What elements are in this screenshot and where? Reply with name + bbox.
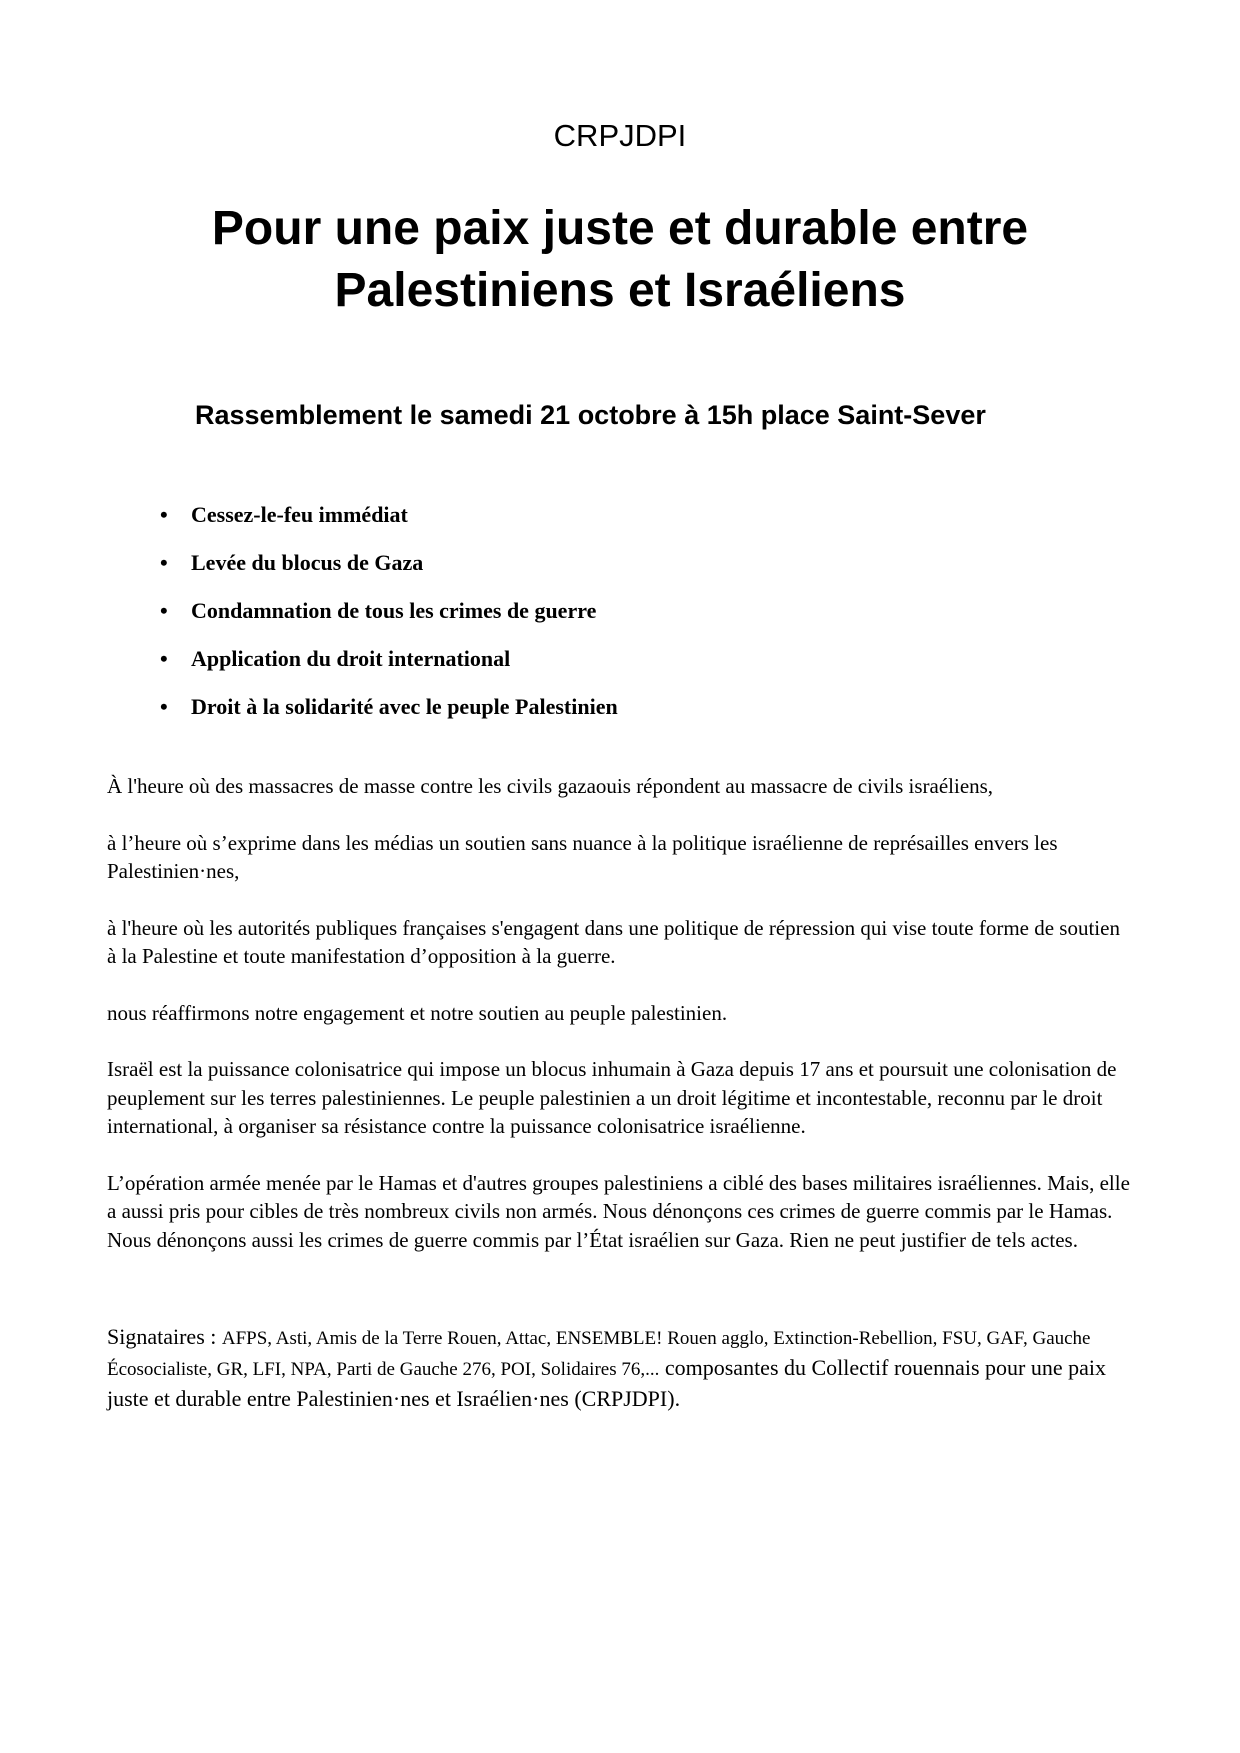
body-paragraph: à l'heure où les autorités publiques françaises s'engagent dans une politique de répression qui vise toute forme de soutien à la Palestine et toute manifestation d’opposition à la guerre. (107, 915, 1120, 968)
bullet-icon: • (160, 550, 168, 575)
signatories-paragraph (107, 1322, 1133, 1413)
demand-text: Application du droit international (191, 646, 511, 671)
list-item (160, 502, 1133, 528)
body-paragraph: L’opération armée menée par le Hamas et d'autres groupes palestiniens a ciblé des bases militaires israéliennes. Mais, elle a aussi pris pour cibles de très nombreux civils non armés. Nous dénonçons ces crimes de guerre commis par le Hamas. Nous dénonçons aussi les crimes de guerre commis par l’État israélien sur Gaza. Rien ne peut justifier de tels actes. (107, 1170, 1130, 1252)
list-item (160, 694, 1133, 720)
body-text (107, 772, 1133, 1413)
demand-text: Cessez-le-feu immédiat (191, 502, 408, 527)
body-paragraph: à l’heure où s’exprime dans les médias un soutien sans nuance à la politique israélienne de représailles envers les Palestinien·nes, (107, 830, 1058, 883)
page-title-line-1: Pour une paix juste et durable entre (211, 202, 1029, 255)
org-acronym: CRPJDPI (553, 118, 687, 153)
demand-text: Condamnation de tous les crimes de guerre (191, 598, 597, 623)
bullet-icon: • (160, 598, 168, 623)
signatories-organizations: AFPS, Asti, Amis de la Terre Rouen, Attac, ENSEMBLE! Rouen agglo, Extinction-Rebellion, FSU, GAF, Gauche Écosocialiste, GR, LFI, NPA, Parti de Gauche 276, POI, Solidaires 76,... (107, 1328, 1091, 1380)
body-paragraph: Israël est la puissance colonisatrice qui impose un blocus inhumain à Gaza depuis 17 ans et poursuit une colonisation de peuplement sur les terres palestiniennes. Le peuple palestinien a un droit légitime et incontestable, reconnu par le droit international, à organiser sa résistance contre la puissance colonisatrice israélienne. (107, 1057, 1117, 1138)
body-paragraph: nous réaffirmons notre engagement et notre soutien au peuple palestinien. (107, 1000, 728, 1025)
list-item (160, 598, 1133, 624)
demand-text: Droit à la solidarité avec le peuple Palestinien (191, 694, 618, 719)
list-item (160, 646, 1133, 672)
signatories-label: Signataires : (107, 1324, 217, 1349)
list-item (160, 550, 1133, 576)
page-title-line-2: Palestiniens et Israéliens (334, 264, 906, 317)
signatories-suffix: composantes du Collectif rouennais pour une paix juste et durable entre Palestinien·nes et Israélien·nes (CRPJDPI). (107, 1355, 1106, 1411)
bullet-icon: • (160, 502, 168, 527)
rally-subtitle: Rassemblement le samedi 21 octobre à 15h place Saint-Sever (195, 400, 986, 430)
body-paragraph: À l'heure où des massacres de masse contre les civils gazaouis répondent au massacre de civils israéliens, (107, 774, 994, 798)
bullet-icon: • (160, 646, 168, 671)
bullet-icon: • (160, 694, 168, 719)
demand-text: Levée du blocus de Gaza (191, 550, 424, 575)
page-title (107, 198, 1133, 322)
demands-list (107, 502, 1133, 720)
